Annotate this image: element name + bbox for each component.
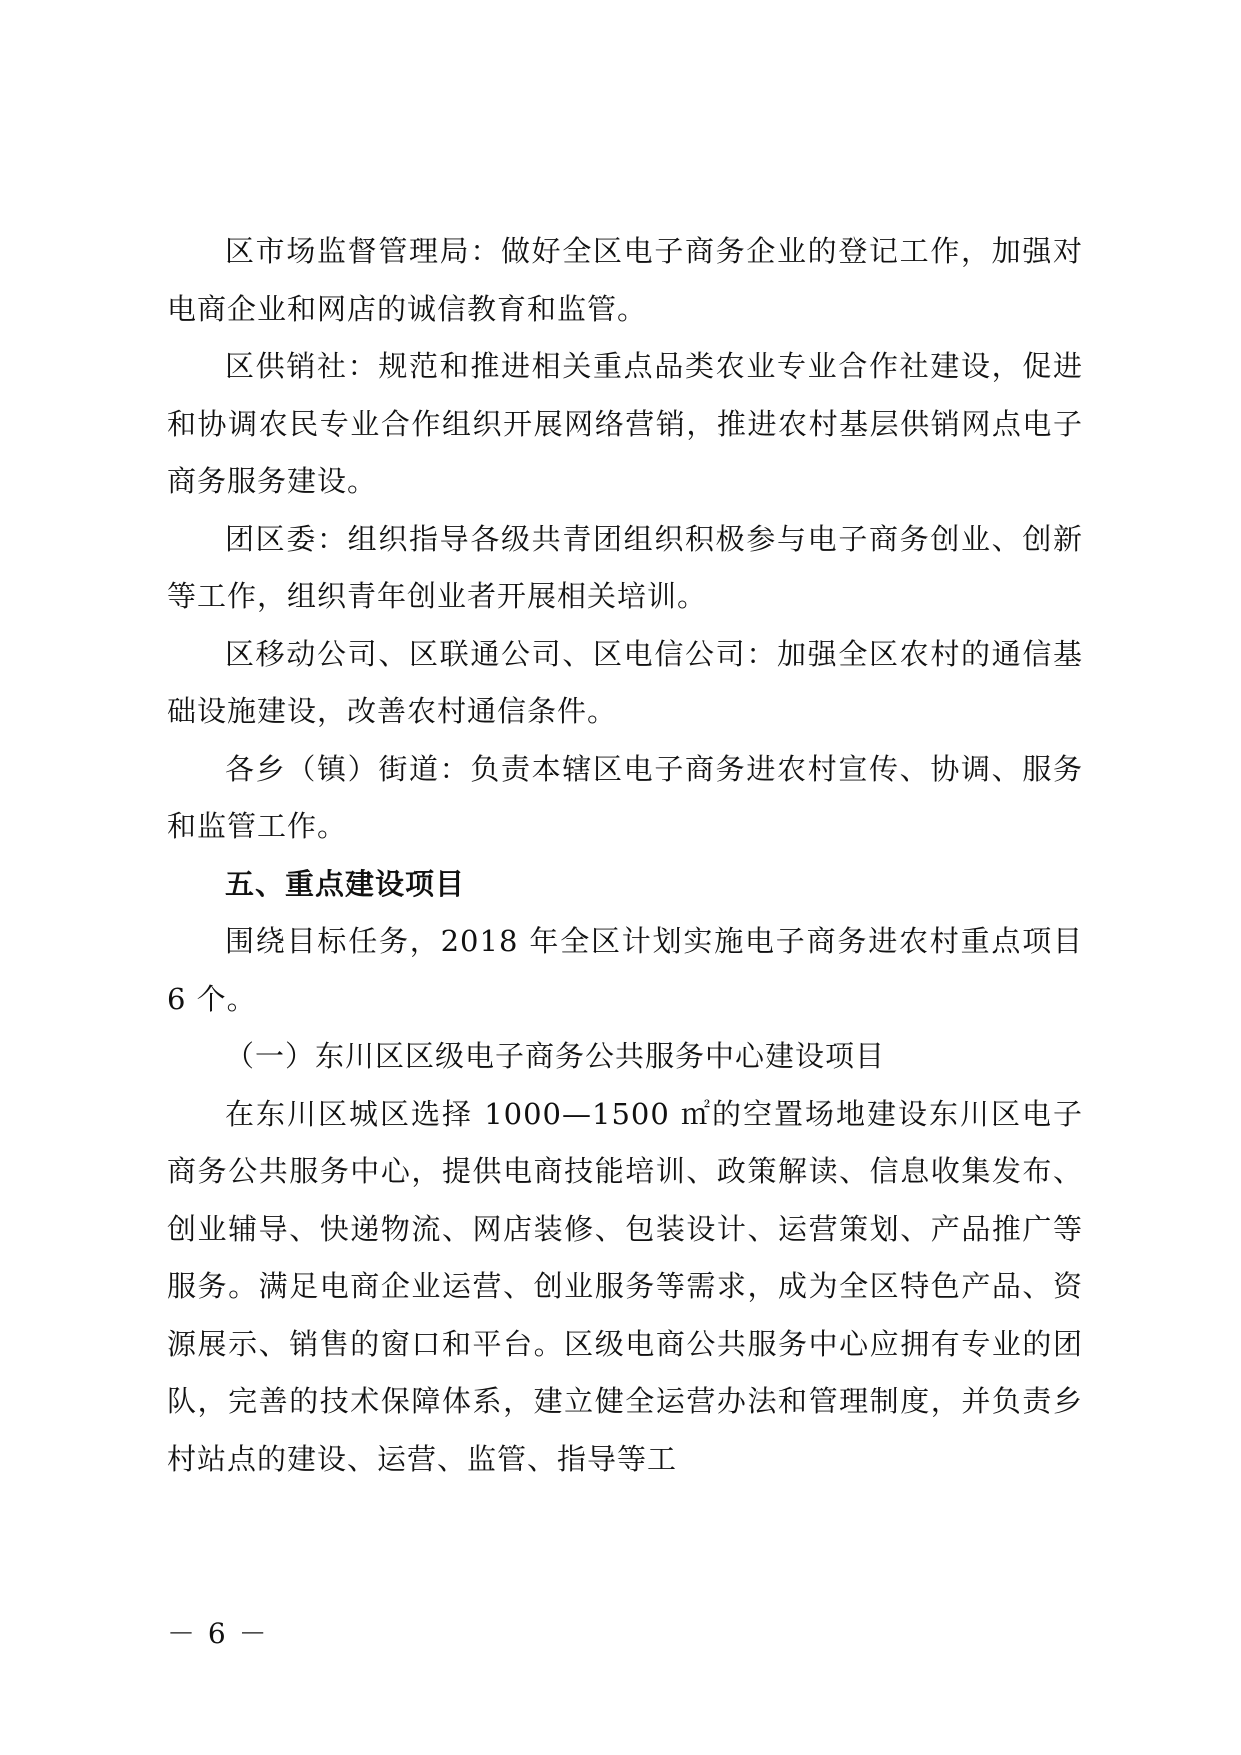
paragraph-market-supervision: 区市场监督管理局：做好全区电子商务企业的登记工作，加强对电商企业和网店的诚信教育和监管。 (167, 234, 1083, 326)
paragraph-supply-marketing: 区供销社：规范和推进相关重点品类农业专业合作社建设，促进和协调农民专业合作组织开展网络营销，推进农村基层供销网点电子商务服务建设。 (167, 349, 1083, 498)
section-heading: 五、重点建设项目 (225, 866, 466, 901)
section-intro: 围绕目标任务，2018 年全区计划实施电子商务进农村重点项目 6 个。 (167, 924, 1083, 1016)
document-body (167, 223, 1083, 1488)
paragraph-telecom: 区移动公司、区联通公司、区电信公司：加强全区农村的通信基础设施建设，改善农村通信条件。 (167, 636, 1083, 728)
paragraph-townships: 各乡（镇）街道：负责本辖区电子商务进农村宣传、协调、服务和监管工作。 (167, 751, 1083, 843)
paragraph-youth-league: 团区委：组织指导各级共青团组织积极参与电子商务创业、创新等工作，组织青年创业者开展相关培训。 (167, 521, 1083, 613)
page-number: － 6 － (167, 1617, 269, 1650)
subsection-heading: （一）东川区区级电子商务公共服务中心建设项目 (225, 1039, 886, 1073)
subsection-body: 在东川区城区选择 1000—1500 ㎡的空置场地建设东川区电子商务公共服务中心，提供电商技能培训、政策解读、信息收集发布、创业辅导、快递物流、网店装修、包装设计、运营策划、产品推广等服务。满足电商企业运营、创业服务等需求，成为全区特色产品、资源展示、销售的窗口和平台。区级电商公共服务中心应拥有专业的团队，完善的技术保障体系，建立健全运营办法和管理制度，并负责乡村站点的建设、运营、监管、指导等工 (167, 1096, 1083, 1476)
